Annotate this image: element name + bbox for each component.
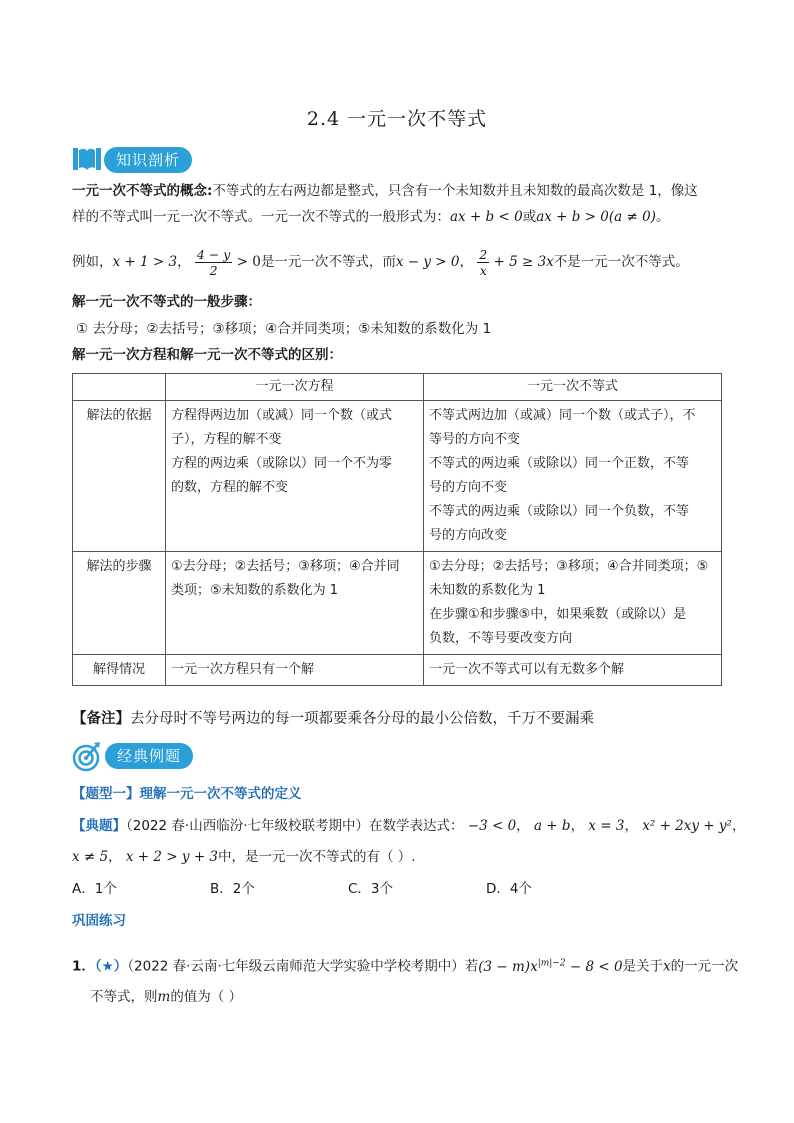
example-fraction-2-rest: + 5 ≥ 3x xyxy=(493,254,554,270)
concept-term: 一元一次不等式的概念: xyxy=(72,183,213,199)
section-examples-header xyxy=(72,740,202,772)
note-line xyxy=(72,708,594,730)
compare-heading: 解一元一次方程和解一元一次不等式的区别： xyxy=(72,347,342,363)
example-inequality-1: x + 1 > 3 xyxy=(112,254,178,270)
practice-heading: 巩固练习 xyxy=(72,913,126,929)
cell-line: 不等式的两边乘（或除以）同一个正数，不等 xyxy=(429,456,690,471)
cell-line: ①去分母；②去括号；③移项；④合并同类项；⑤ xyxy=(429,559,709,574)
cell-line: 方程得两边加（或减）同一个数（或式 xyxy=(171,408,393,423)
option-c[interactable]: C．3个 xyxy=(348,881,394,897)
concept-line-2 xyxy=(72,206,669,228)
expression: x = 3 xyxy=(588,818,625,834)
examples-line xyxy=(72,244,689,280)
example-fraction-1-rest: > 0 xyxy=(236,254,261,270)
cell-line: 号的方向改变 xyxy=(429,528,508,543)
example-question-line-2: x ≠ 5， x + 2 > y + 3中，是一元一次不等式的有（ ）. xyxy=(72,849,416,865)
concept-or: 或 xyxy=(522,209,537,225)
examples-sep-2: ， xyxy=(459,254,473,270)
practice-mid-2: 的一元一次 xyxy=(670,958,739,975)
examples-prefix: 例如， xyxy=(72,254,113,270)
question-type-heading: 【题型一】理解一元一次不等式的定义 xyxy=(72,786,302,802)
examples-sep-1: ， xyxy=(177,254,191,270)
practice-expression xyxy=(478,959,622,975)
cell-line: 等号的方向不变 xyxy=(429,432,521,447)
example-question-line-1: 【典题】（2022 春·山西临汾·七年级校联考期中）在数学表达式： −3 < 0， a + b， x = 3， x² + 2xy + y²， xyxy=(72,818,746,834)
expression: x ≠ 5 xyxy=(72,849,109,865)
page-title: 2.4 一元一次不等式 xyxy=(306,108,488,130)
option-d[interactable]: D．4个 xyxy=(486,881,532,897)
example-inequality-3: x − y > 0 xyxy=(395,254,460,270)
example-tag: 【典题】 xyxy=(72,818,126,834)
table-header-cell: 一元一次不等式 xyxy=(424,374,722,401)
practice-mid: 是关于 xyxy=(622,958,664,975)
example-tail: 中，是一元一次不等式的有（ ）. xyxy=(218,849,416,865)
cell-line: 不等式两边加（或减）同一个数（或式子），不 xyxy=(429,408,696,423)
general-form-1: ax + b < 0 xyxy=(450,209,523,225)
comparison-table xyxy=(72,373,722,686)
cell-line: 一元一次不等式可以有无数多个解 xyxy=(429,662,625,677)
table-header-row xyxy=(73,374,722,401)
option-a[interactable]: A．1个 xyxy=(72,881,117,897)
cell-line: 类项；⑤未知数的系数化为 1 xyxy=(171,583,339,598)
cell-line: 号的方向不变 xyxy=(429,480,508,495)
general-form-condition: (a ≠ 0) xyxy=(608,209,656,225)
practice-variable-m: m xyxy=(157,989,171,1005)
expr-exponent: |m|−2 xyxy=(537,958,566,968)
expression: a + b xyxy=(533,818,571,834)
expression: x + 2 > y + 3 xyxy=(125,849,219,865)
equation-cell xyxy=(166,552,424,655)
expression: x² + 2xy + y² xyxy=(642,818,732,834)
expression: −3 < 0 xyxy=(467,818,517,834)
cell-line: 方程的两边乘（或除以）同一个不为零 xyxy=(171,456,393,471)
equation-cell xyxy=(166,401,424,552)
table-row xyxy=(73,401,722,552)
examples-text-1: 是一元一次不等式，而 xyxy=(260,254,396,270)
table-row xyxy=(73,655,722,686)
row-label: 解法的步骤 xyxy=(73,552,166,655)
inequality-cell xyxy=(424,655,722,686)
general-form-2: ax + b > 0 xyxy=(536,209,609,225)
book-icon xyxy=(72,146,102,172)
fraction-2-denominator: x xyxy=(479,262,487,278)
inequality-cell xyxy=(424,552,722,655)
example-fraction-2 xyxy=(477,247,489,278)
practice-variable: x xyxy=(663,958,671,975)
example-source: （2022 春·山西临汾·七年级校联考期中）在数学表达式： xyxy=(126,818,464,834)
cell-line: ①去分母；②去括号；③移项；④合并同 xyxy=(171,559,400,574)
concept-text-1: 不等式的左右两边都是整式，只含有一个未知数并且未知数的最高次数是 1，像这 xyxy=(212,183,698,199)
option-b[interactable]: B．2个 xyxy=(210,881,255,897)
practice-question-line-2 xyxy=(90,986,242,1008)
expr-base: (3 − m)x xyxy=(478,958,538,975)
cell-line: 在步骤①和步骤⑤中，如果乘数（或除以）是 xyxy=(429,607,687,622)
practice-line2-a: 不等式，则 xyxy=(90,989,158,1005)
practice-question-line-1 xyxy=(72,952,738,978)
concept-line-1 xyxy=(72,180,698,202)
note-tag: 【备注】 xyxy=(72,711,130,727)
section-knowledge-header xyxy=(72,145,202,175)
practice-number: 1． xyxy=(72,958,95,975)
cell-line: 一元一次方程只有一个解 xyxy=(171,662,315,677)
equation-cell xyxy=(166,655,424,686)
section-examples-label: 经典例题 xyxy=(105,743,193,769)
table-header-cell xyxy=(73,374,166,401)
concept-text-2: 样的不等式叫一元一次不等式。一元一次不等式的一般形式为： xyxy=(72,209,450,225)
note-text: 去分母时不等号两边的每一项都要乘各分母的最小公倍数，千万不要漏乘 xyxy=(130,711,594,727)
practice-line2-b: 的值为（ ） xyxy=(170,989,243,1005)
fraction-2-numerator: 2 xyxy=(479,246,488,262)
steps-line: ① 去分母；②去括号；③移项；④合并同类项；⑤未知数的系数化为 1 xyxy=(76,321,492,337)
steps-heading: 解一元一次不等式的一般步骤： xyxy=(72,294,261,310)
table-row xyxy=(73,552,722,655)
cell-line: 子），方程的解不变 xyxy=(171,432,282,447)
inequality-cell xyxy=(424,401,722,552)
cell-line: 的数，方程的解不变 xyxy=(171,480,289,495)
examples-text-2: 不是一元一次不等式。 xyxy=(553,254,689,270)
row-label: 解法的依据 xyxy=(73,401,166,552)
concept-end: 。 xyxy=(655,209,670,225)
fraction-1-denominator: 2 xyxy=(209,262,218,278)
expr-rest: − 8 < 0 xyxy=(565,958,623,975)
star-rating: （★） xyxy=(94,958,128,975)
example-fraction-1 xyxy=(195,247,232,278)
row-label: 解得情况 xyxy=(73,655,166,686)
table-header-cell: 一元一次方程 xyxy=(166,374,424,401)
cell-line: 未知数的系数化为 1 xyxy=(429,583,546,598)
cell-line: 不等式的两边乘（或除以）同一个负数，不等 xyxy=(429,504,690,519)
practice-source: （2022 春·云南·七年级云南师范大学实验中学校考期中）若 xyxy=(127,958,479,975)
section-knowledge-label: 知识剖析 xyxy=(104,147,192,173)
target-icon xyxy=(72,740,102,772)
cell-line: 负数，不等号要改变方向 xyxy=(429,631,573,646)
fraction-1-numerator: 4 − y xyxy=(196,246,231,262)
